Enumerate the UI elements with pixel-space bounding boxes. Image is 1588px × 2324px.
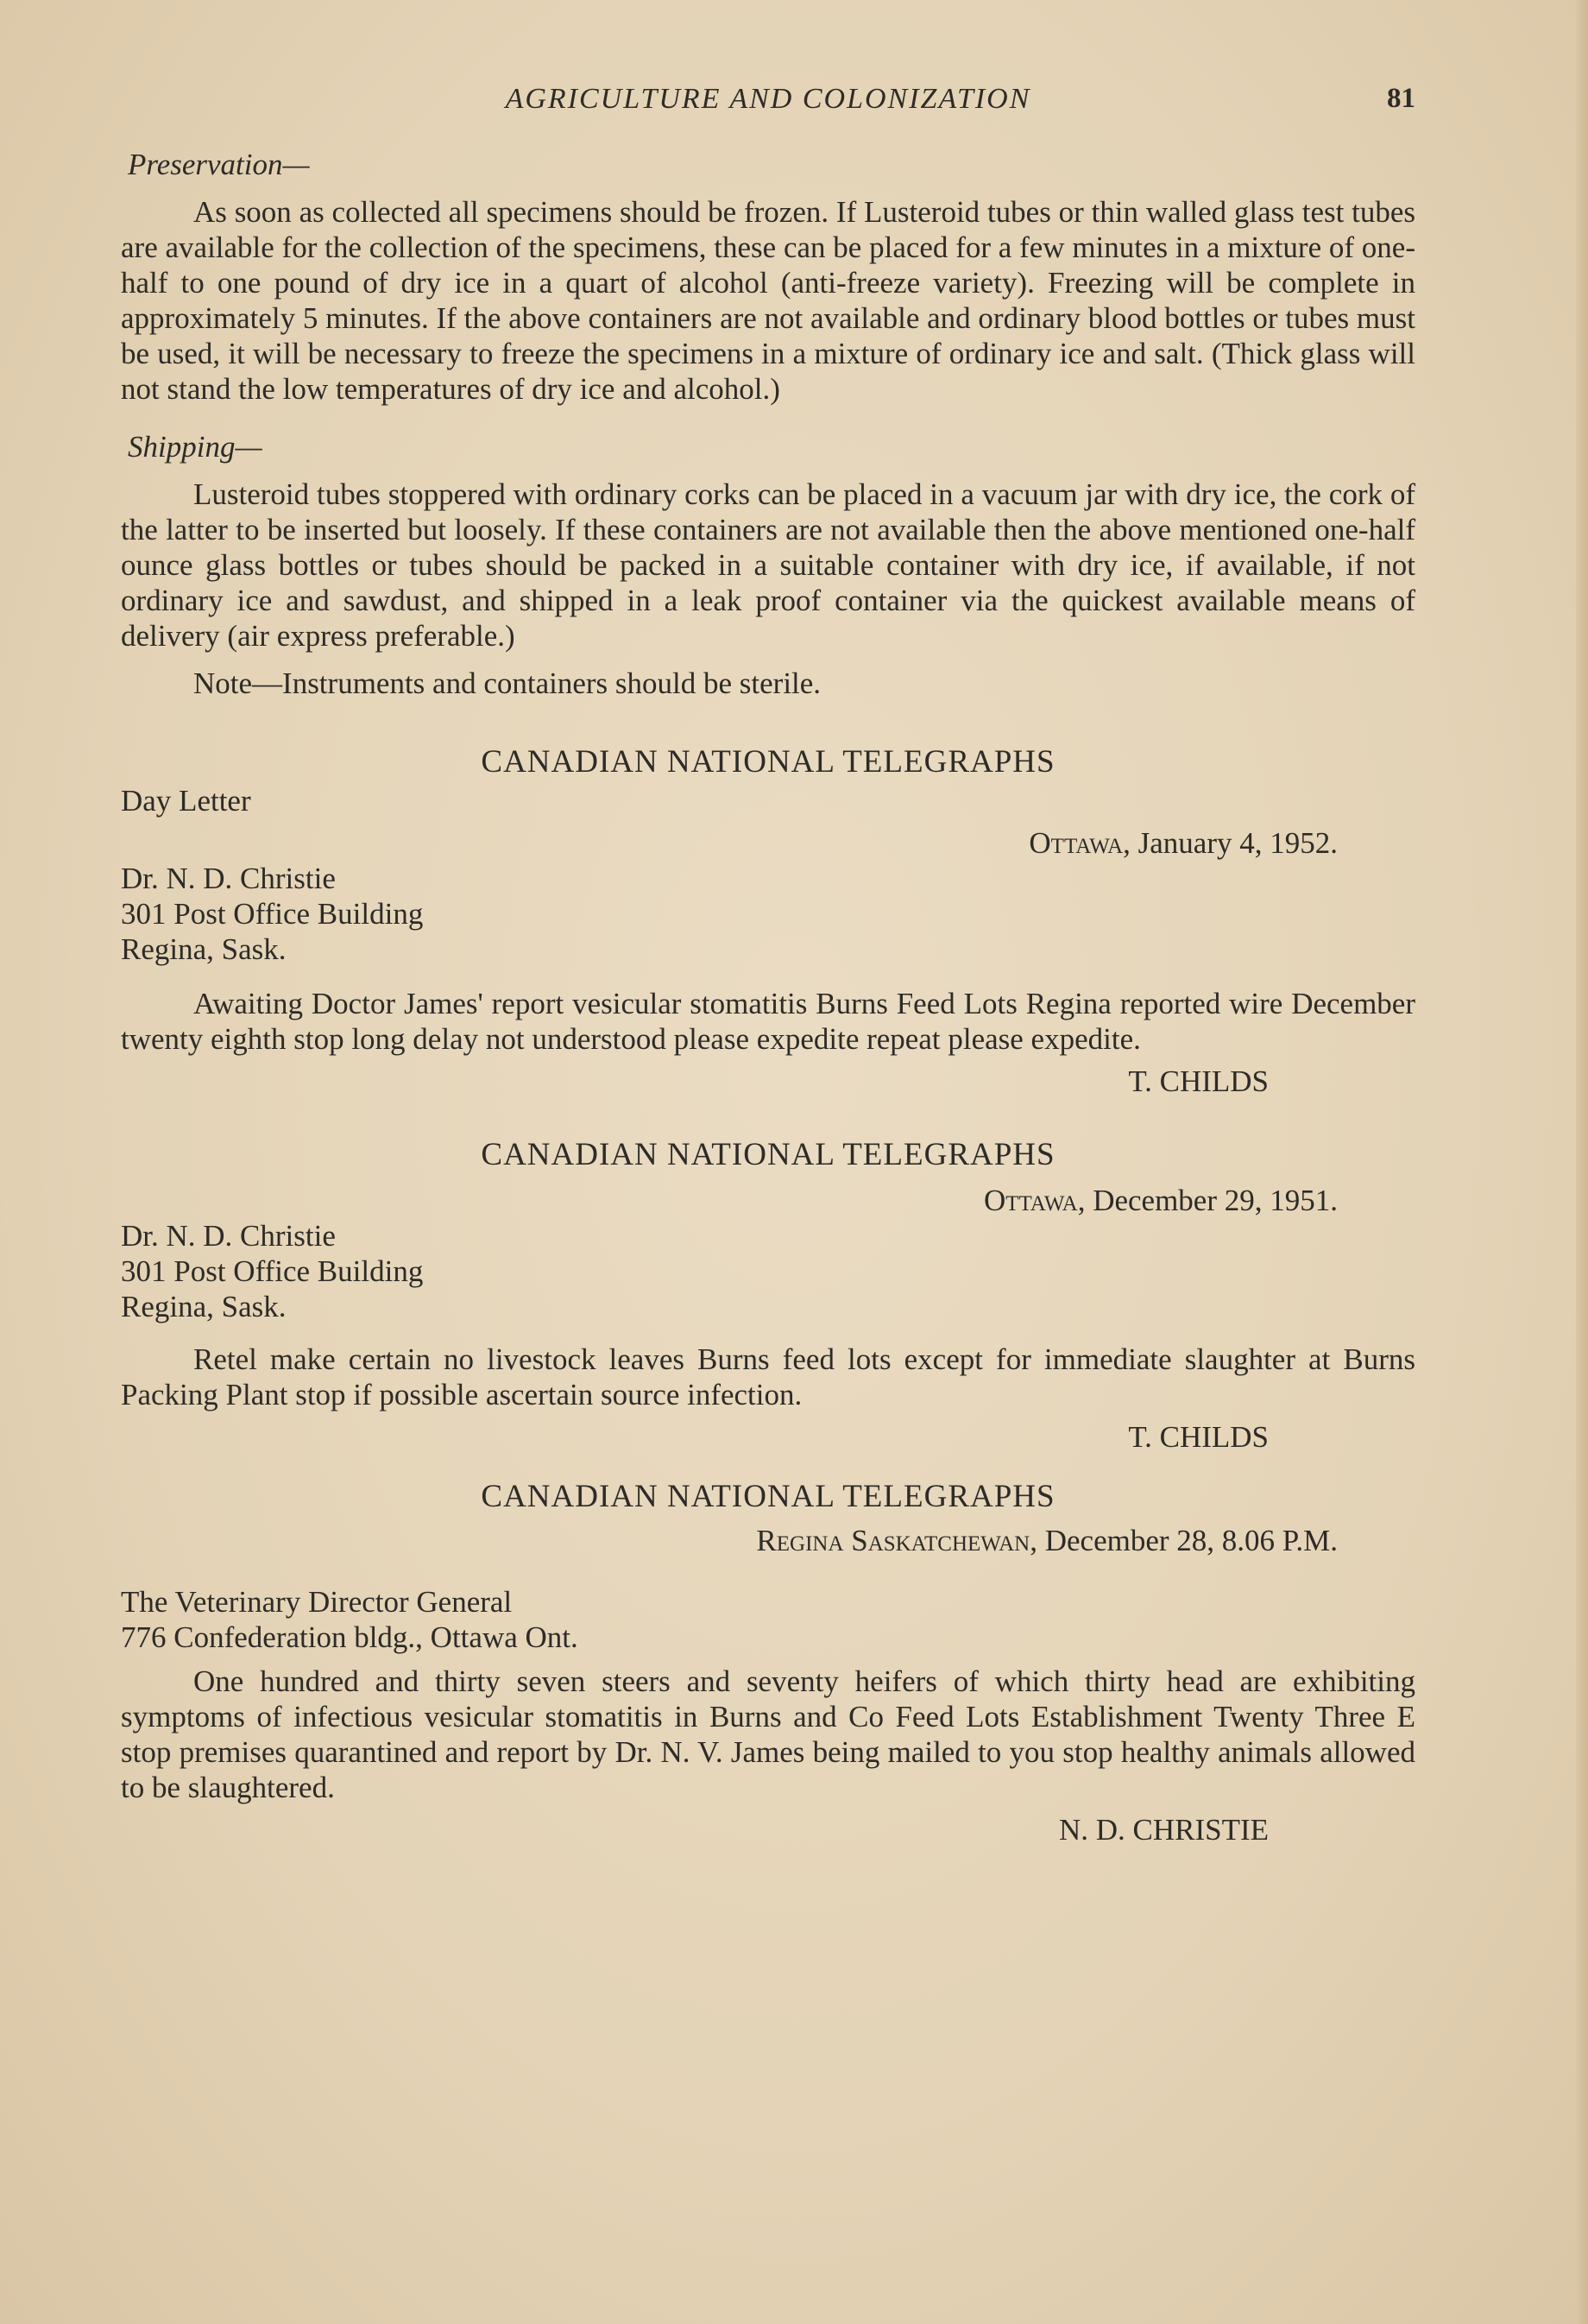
address-line: 776 Confederation bldg., Ottawa Ont. <box>121 1620 578 1654</box>
telegram-place-date <box>121 1523 1415 1558</box>
running-title: AGRICULTURE AND COLONIZATION <box>505 83 1031 115</box>
telegram-place: Ottawa <box>1029 826 1124 860</box>
address-line: Regina, Sask. <box>121 1290 287 1323</box>
page-content <box>121 147 1415 1847</box>
telegram-date: , December 29, 1951. <box>1077 1184 1338 1217</box>
telegram-2 <box>121 1137 1415 1455</box>
telegram-type: Day Letter <box>121 784 251 818</box>
preservation-paragraph: As soon as collected all specimens should be frozen. If Lusteroid tubes or thin walled glass test tubes are available for the collection of the specimens, these can be placed for a few minutes in a mixture of one-half to one pound of dry ice in a quart of alcohol (anti-freeze variety). Freezing will be complete in approximately 5 minutes. If the above containers are not available and ordinary blood bottles or tubes must be used, it will be necessary to freeze the specimens in a mixture of ordinary ice and salt. (Thick glass will not stand the low temperatures of dry ice and alcohol.) <box>121 195 1415 406</box>
page-number: 81 <box>1387 83 1415 114</box>
page-header <box>121 83 1415 126</box>
telegram-place-date <box>121 825 1415 861</box>
telegram-3 <box>121 1479 1415 1847</box>
address-line: Dr. N. D. Christie <box>121 862 336 895</box>
page-edge <box>1576 0 1588 2324</box>
telegram-heading: CANADIAN NATIONAL TELEGRAPHS <box>481 1137 1056 1172</box>
telegram-body: Awaiting Doctor James' report vesicular stomatitis Burns Feed Lots Regina reported wire December twenty eighth stop long delay not understood please expedite repeat please expedite. <box>121 987 1415 1056</box>
telegram-body: Retel make certain no livestock leaves Burns feed lots except for immediate slaughter at Burns Packing Plant stop if possible ascertain source infection. <box>121 1342 1415 1411</box>
telegram-place-date <box>121 1183 1415 1218</box>
address-line: 301 Post Office Building <box>121 897 424 931</box>
telegram-1 <box>121 744 1415 1099</box>
telegram-date: , December 28, 8.06 P.M. <box>1030 1524 1338 1557</box>
shipping-paragraph: Lusteroid tubes stoppered with ordinary corks can be placed in a vacuum jar with dry ice, the cork of the latter to be inserted but loosely. If these containers are not available then the above mentioned one-half ounce glass bottles or tubes should be packed in a suitable container with dry ice, if available, if not ordinary ice and sawdust, and shipped in a leak proof container via the quickest available means of delivery (air express preferable.) <box>121 477 1415 653</box>
address-line: The Veterinary Director General <box>121 1585 513 1619</box>
shipping-label: Shipping— <box>128 430 262 464</box>
telegram-signature: N. D. CHRISTIE <box>1058 1813 1269 1847</box>
preservation-label: Preservation— <box>128 148 310 181</box>
telegram-signature: T. CHILDS <box>1128 1420 1269 1454</box>
address-line: Dr. N. D. Christie <box>121 1219 336 1253</box>
telegram-heading: CANADIAN NATIONAL TELEGRAPHS <box>481 1479 1056 1514</box>
telegram-place: Ottawa <box>983 1184 1078 1217</box>
telegram-date: , January 4, 1952. <box>1123 826 1338 860</box>
shipping-note: Note—Instruments and containers should be sterile. <box>193 666 822 700</box>
telegram-place: Regina Saskatchewan <box>756 1524 1030 1557</box>
address-line: 301 Post Office Building <box>121 1254 424 1288</box>
telegram-heading: CANADIAN NATIONAL TELEGRAPHS <box>481 744 1056 780</box>
address-line: Regina, Sask. <box>121 932 287 966</box>
telegram-body: One hundred and thirty seven steers and seventy heifers of which thirty head are exhibiting symptoms of infectious vesicular stomatitis in Burns and Co Feed Lots Establishment Twenty Three E stop premises quarantined and report by Dr. N. V. James being mailed to you stop healthy animals allowed to be slaughtered. <box>121 1664 1415 1804</box>
telegram-signature: T. CHILDS <box>1128 1064 1269 1098</box>
